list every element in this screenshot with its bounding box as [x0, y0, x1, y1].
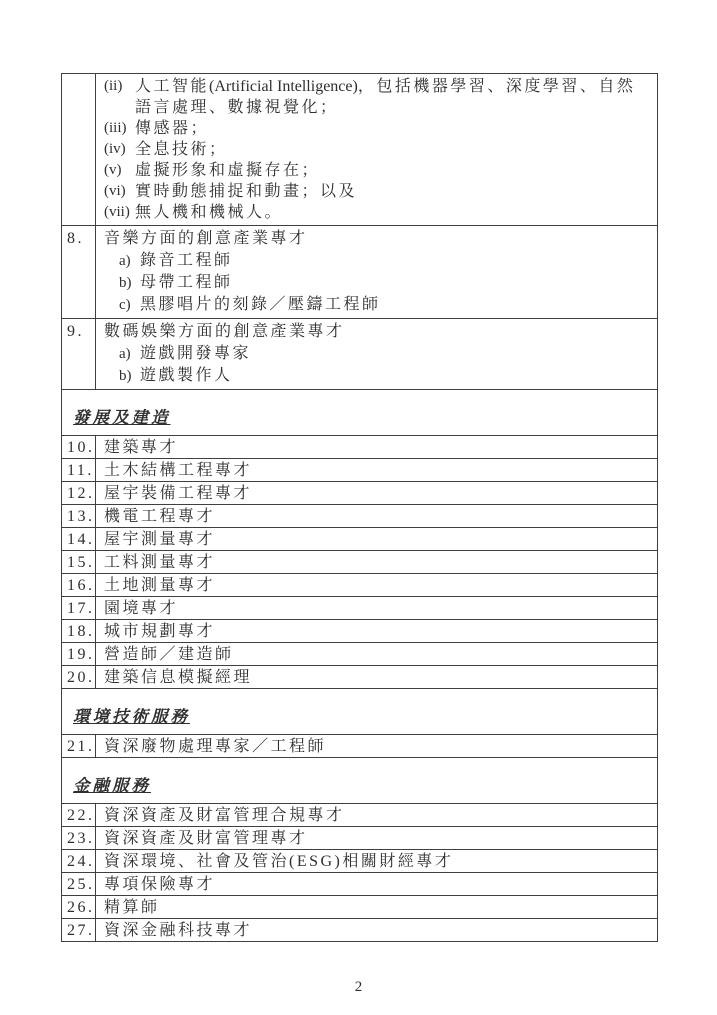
row-number-cell: 23. — [62, 827, 96, 850]
row-number-cell: 9. — [62, 319, 96, 390]
sub-item-text: 黑膠唱片的刻錄／壓鑄工程師 — [140, 296, 381, 313]
row-number-cell: 16. — [62, 574, 96, 597]
row-number-cell: 11. — [62, 459, 96, 482]
section-row-development — [62, 390, 658, 436]
section-header: 環境技術服務 — [62, 689, 658, 735]
row-number-cell: 8. — [62, 226, 96, 319]
table-row-20 — [62, 666, 658, 689]
text-cjk: ，包括機器學習、深度學習、自然 — [357, 78, 636, 95]
list-item-text: 傳感器； — [135, 120, 210, 137]
row-content-cell: 資深資產及財富管理專才 — [96, 827, 658, 850]
row-number-cell: 19. — [62, 643, 96, 666]
table-row-23 — [62, 827, 658, 850]
list-item-iii — [104, 118, 653, 139]
talent-list-table — [61, 73, 658, 942]
sub-item-marker: b) — [119, 368, 132, 384]
table-row-19 — [62, 643, 658, 666]
sub-item-a — [104, 343, 653, 365]
table-row-item7-continuation — [62, 74, 658, 226]
row-content-cell: 專項保險專才 — [96, 873, 658, 896]
section-row-finance — [62, 758, 658, 804]
table-row-15 — [62, 551, 658, 574]
table-row-14 — [62, 528, 658, 551]
list-marker: (iii) — [104, 120, 127, 136]
row-content-cell: 屋宇裝備工程專才 — [96, 482, 658, 505]
row-content-cell: 機電工程專才 — [96, 505, 658, 528]
list-item-text: 虛擬形象和虛擬存在； — [135, 162, 321, 179]
table-row-8 — [62, 226, 658, 319]
text-cjk: 人工智能 — [135, 78, 210, 95]
text-latin: (Artificial Intelligence) — [209, 78, 358, 95]
section-header: 發展及建造 — [62, 390, 658, 436]
row-number-cell: 26. — [62, 896, 96, 919]
row-number-cell: 10. — [62, 436, 96, 459]
row-content-cell: 土木結構工程專才 — [96, 459, 658, 482]
row-title: 數碼娛樂方面的創意產業專才 — [104, 323, 345, 340]
row-number-cell: 13. — [62, 505, 96, 528]
row-content-cell: 工料測量專才 — [96, 551, 658, 574]
row-content-cell: 資深資產及財富管理合規專才 — [96, 804, 658, 827]
row-title: 音樂方面的創意產業專才 — [104, 230, 308, 247]
table-row-25 — [62, 873, 658, 896]
list-marker: (ii) — [104, 78, 123, 94]
sub-item-text: 母帶工程師 — [140, 274, 233, 291]
section-header: 金融服務 — [62, 758, 658, 804]
table-row-21 — [62, 735, 658, 758]
list-marker: (vii) — [104, 204, 130, 220]
table-row-27 — [62, 919, 658, 942]
list-item-v — [104, 160, 653, 181]
table-row-10 — [62, 436, 658, 459]
row-number-cell: 27. — [62, 919, 96, 942]
list-item-text: 無人機和機械人。 — [135, 204, 284, 221]
row-content-cell: 建築專才 — [96, 436, 658, 459]
list-item-iv — [104, 139, 653, 160]
table-row-24 — [62, 850, 658, 873]
list-marker: (v) — [104, 162, 122, 178]
row-number-cell: 14. — [62, 528, 96, 551]
list-item-vii — [104, 202, 653, 223]
table-row-9 — [62, 319, 658, 390]
row-content-cell: 建築信息模擬經理 — [96, 666, 658, 689]
row-number-cell: 22. — [62, 804, 96, 827]
row-content-cell: 資深金融科技專才 — [96, 919, 658, 942]
row-number-cell: 12. — [62, 482, 96, 505]
list-item-ii — [104, 76, 653, 118]
row-content-cell: 土地測量專才 — [96, 574, 658, 597]
row-content-cell: 城市規劃專才 — [96, 620, 658, 643]
row-content-cell: 屋宇測量專才 — [96, 528, 658, 551]
row-content-cell: 營造師／建造師 — [96, 643, 658, 666]
list-item-text — [135, 76, 653, 118]
row-content-cell: 資深環境、社會及管治(ESG)相關財經專才 — [96, 850, 658, 873]
sub-item-marker: b) — [119, 275, 132, 291]
sub-item-text: 遊戲製作人 — [140, 367, 233, 384]
row-content-cell: 園境專才 — [96, 597, 658, 620]
row-number-cell: 20. — [62, 666, 96, 689]
sub-item-marker: a) — [119, 253, 131, 269]
row-content-cell — [96, 319, 658, 390]
row-content-cell — [96, 74, 658, 226]
table-row-22 — [62, 804, 658, 827]
row-number-cell: 17. — [62, 597, 96, 620]
sub-item-text: 遊戲開發專家 — [140, 345, 252, 362]
list-item-vi — [104, 181, 653, 202]
row-number-cell: 15. — [62, 551, 96, 574]
table-row-13 — [62, 505, 658, 528]
list-item-text: 全息技術； — [135, 141, 228, 158]
row-content-cell: 資深廢物處理專家／工程師 — [96, 735, 658, 758]
row-number-cell: 24. — [62, 850, 96, 873]
table-row-11 — [62, 459, 658, 482]
row-content-cell: 精算師 — [96, 896, 658, 919]
list-marker: (vi) — [104, 183, 126, 199]
row-content-cell — [96, 226, 658, 319]
row-number-cell: 18. — [62, 620, 96, 643]
text-wrapped-line: 語言處理、數據視覺化； — [135, 99, 339, 116]
sub-item-text: 錄音工程師 — [140, 252, 233, 269]
sub-item-b — [104, 272, 653, 294]
section-row-environment — [62, 689, 658, 735]
page-number: 2 — [354, 979, 363, 995]
table-row-26 — [62, 896, 658, 919]
list-marker: (iv) — [104, 141, 126, 157]
sub-item-b — [104, 365, 653, 387]
row-number-cell: 21. — [62, 735, 96, 758]
row-number-cell — [62, 74, 96, 226]
row-number-cell: 25. — [62, 873, 96, 896]
sub-item-marker: c) — [119, 297, 131, 313]
table-row-12 — [62, 482, 658, 505]
table-row-16 — [62, 574, 658, 597]
list-item-text: 實時動態捕捉和動畫；以及 — [135, 183, 358, 200]
sub-item-a — [104, 250, 653, 272]
sub-item-marker: a) — [119, 346, 131, 362]
sub-item-c — [104, 294, 653, 316]
table-row-17 — [62, 597, 658, 620]
table-row-18 — [62, 620, 658, 643]
